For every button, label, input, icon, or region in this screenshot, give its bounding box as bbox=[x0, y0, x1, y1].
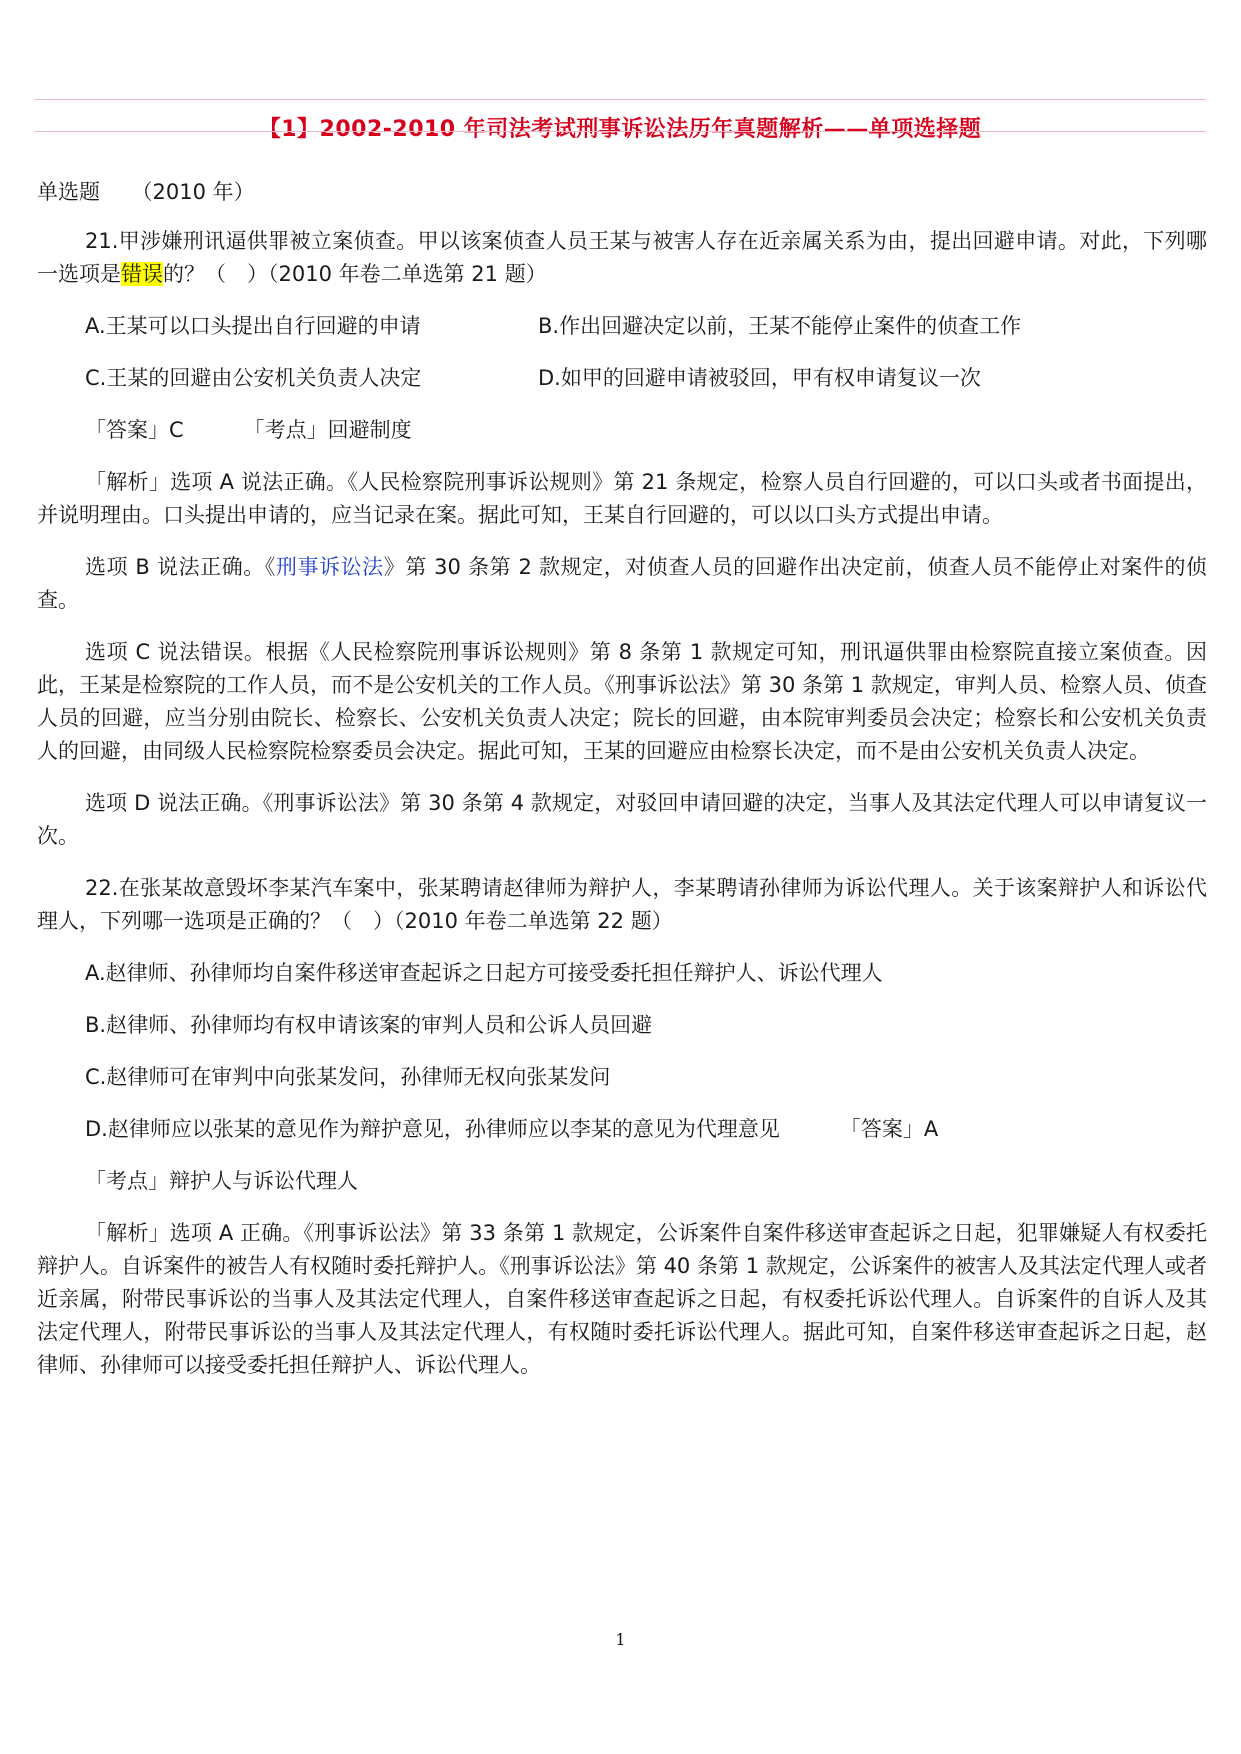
title-rule-bottom bbox=[34, 131, 1206, 132]
question-21-analysis-d: 选项 D 说法正确。《刑事诉讼法》第 30 条第 4 款规定，对驳回申请回避的决定，当事人及其法定代理人可以申请复议一次。 bbox=[37, 791, 1207, 848]
question-22-answer: 「答案」A bbox=[839, 1117, 939, 1141]
criminal-procedure-law-link[interactable]: 刑事诉讼法 bbox=[275, 555, 384, 579]
question-22-option-d-line bbox=[37, 1113, 1207, 1146]
question-21-option-a: A.王某可以口头提出自行回避的申请 bbox=[85, 314, 421, 338]
question-21-answer: 「答案」C bbox=[85, 418, 184, 442]
question-21-analysis-a: 「解析」选项 A 说法正确。《人民检察院刑事诉讼规则》第 21 条规定，检察人员自行回避的，可以口头或者书面提出，并说明理由。口头提出申请的，应当记录在案。据此可知，王某自行回避的，可以以口头方式提出申请。 bbox=[37, 470, 1207, 527]
question-21-option-c: C.王某的回避由公安机关负责人决定 bbox=[85, 366, 422, 390]
analysis-b-suffix: 》第 30 条第 2 款规定，对侦查人员的回避作出决定前，侦查人员不能停止对案件的侦查。 bbox=[37, 555, 1208, 612]
question-21-stem-part2: 的？（ ）（2010 年卷二单选第 21 题） bbox=[163, 262, 547, 286]
question-21-options-row-2 bbox=[37, 362, 1207, 395]
question-22-stem: 22.在张某故意毁坏李某汽车案中，张某聘请赵律师为辩护人，李某聘请孙律师为诉讼代理人。关于该案辩护人和诉讼代理人，下列哪一选项是正确的？（ ）（2010 年卷二单选第 22 题） bbox=[37, 876, 1207, 933]
question-21-answer-line bbox=[37, 414, 1207, 447]
question-22-option-b: B.赵律师、孙律师均有权申请该案的审判人员和公诉人员回避 bbox=[85, 1013, 653, 1037]
question-22-option-a: A.赵律师、孙律师均自案件移送审查起诉之日起方可接受委托担任辩护人、诉讼代理人 bbox=[85, 961, 883, 985]
question-22-analysis: 「解析」选项 A 正确。《刑事诉讼法》第 33 条第 1 款规定，公诉案件自案件移送审查起诉之日起，犯罪嫌疑人有权委托辩护人。自诉案件的被告人有权随时委托辩护人。《刑事诉讼法》第 40 条第 1 款规定，公诉案件的被害人及其法定代理人或者近亲属，附带民事诉讼的当事人及其法定代理人，自案件移送审查起诉之日起，有权委托诉讼代理人。自诉案件的自诉人及其法定代理人，附带民事诉讼的当事人及其法定代理人，有权随时委托诉讼代理人。据此可知，自案件移送审查起诉之日起，赵律师、孙律师可以接受委托担任辩护人、诉讼代理人。 bbox=[37, 1221, 1207, 1377]
question-22-option-d: D.赵律师应以张某的意见作为辩护意见，孙律师应以李某的意见为代理意见 bbox=[85, 1117, 780, 1141]
page-number: 1 bbox=[615, 1630, 626, 1649]
highlighted-text: 错误 bbox=[121, 262, 163, 286]
question-21-option-b: B.作出回避决定以前，王某不能停止案件的侦查工作 bbox=[538, 314, 1022, 338]
question-21-stem-part1: 21.甲涉嫌刑讯逼供罪被立案侦查。甲以该案侦查人员王某与被害人存在近亲属关系为由，提出回避申请。对此，下列哪一选项是 bbox=[37, 229, 1207, 286]
question-21-analysis-c: 选项 C 说法错误。根据《人民检察院刑事诉讼规则》第 8 条第 1 款规定可知，刑讯逼供罪由检察院直接立案侦查。因此，王某是检察院的工作人员，而不是公安机关的工作人员。《刑事诉讼法》第 30 条第 1 款规定，审判人员、检察人员、侦查人员的回避，应当分别由院长、检察长、公安机关负责人决定；院长的回避，由本院审判委员会决定；检察长和公安机关负责人的回避，由同级人民检察院检察委员会决定。据此可知，王某的回避应由检察长决定，而不是由公安机关负责人决定。 bbox=[37, 640, 1207, 763]
question-21-option-d: D.如甲的回避申请被驳回，甲有权申请复议一次 bbox=[538, 366, 981, 390]
question-21-analysis-b bbox=[37, 551, 1207, 617]
question-22-option-c: C.赵律师可在审判中向张某发问，孙律师无权向张某发问 bbox=[85, 1065, 611, 1089]
question-21-stem bbox=[37, 225, 1207, 291]
document-body bbox=[37, 176, 1207, 1401]
question-22-keypoint: 「考点」辩护人与诉讼代理人 bbox=[85, 1169, 358, 1193]
question-21-keypoint: 「考点」回避制度 bbox=[243, 418, 412, 442]
question-21-options-row-1 bbox=[37, 310, 1207, 343]
section-heading: 单选题 （2010 年） bbox=[37, 180, 255, 204]
title-rule-top bbox=[34, 99, 1206, 100]
document-title: 【1】2002-2010 年司法考试刑事诉讼法历年真题解析——单项选择题 bbox=[258, 117, 982, 142]
analysis-b-prefix: 选项 B 说法正确。《 bbox=[85, 555, 276, 579]
